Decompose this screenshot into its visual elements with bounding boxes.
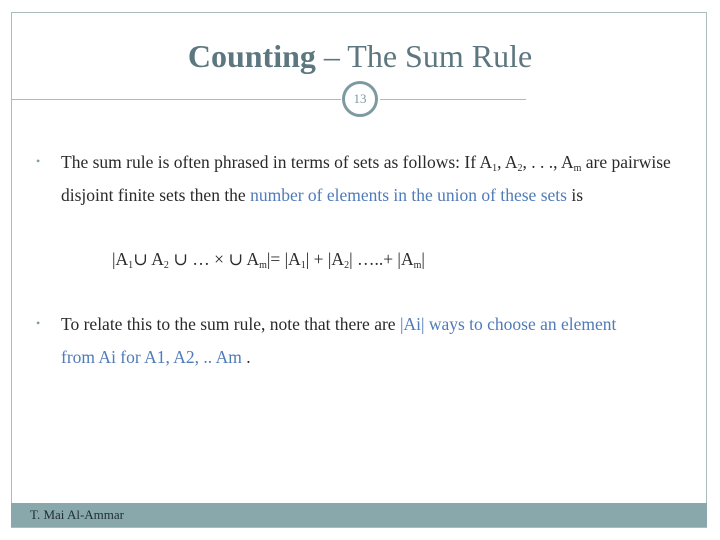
highlight-union: number of elements in the union of these sets [250,185,567,205]
title-divider-right [380,99,526,100]
footer-author: T. Mai Al-Ammar [30,507,124,522]
title-rest: – The Sum Rule [315,38,533,74]
slide-number-badge [342,81,378,117]
slide-number: 13 [353,91,367,106]
slide-title [0,36,720,76]
bullet-marker: • [36,316,41,330]
title-divider-left [11,99,341,100]
title-bold: Counting [187,38,316,74]
highlight-ways: |Ai| ways to choose an element from Ai for A1, A2, .. Am [61,314,617,367]
bullet-paragraph-1: The sum rule is often phrased in terms of sets as follows: If $A_1$, $A_2$, . . ., $A_m$ are pairwise disjoint finite sets then the number of elements in the union of these sets is [61,152,671,205]
bullet-marker: • [36,154,41,168]
sum-rule-formula: $|A_1\cup$ $A_2$ ∪ … × ∪ $A_m|= |A_1| + |A_2|$ …..+ $|A_m|$ [112,249,425,271]
bullet-paragraph-2: To relate this to the sum rule, note that there are |Ai| ways to choose an element from Ai for A1, A2, .. Am . [61,314,617,367]
